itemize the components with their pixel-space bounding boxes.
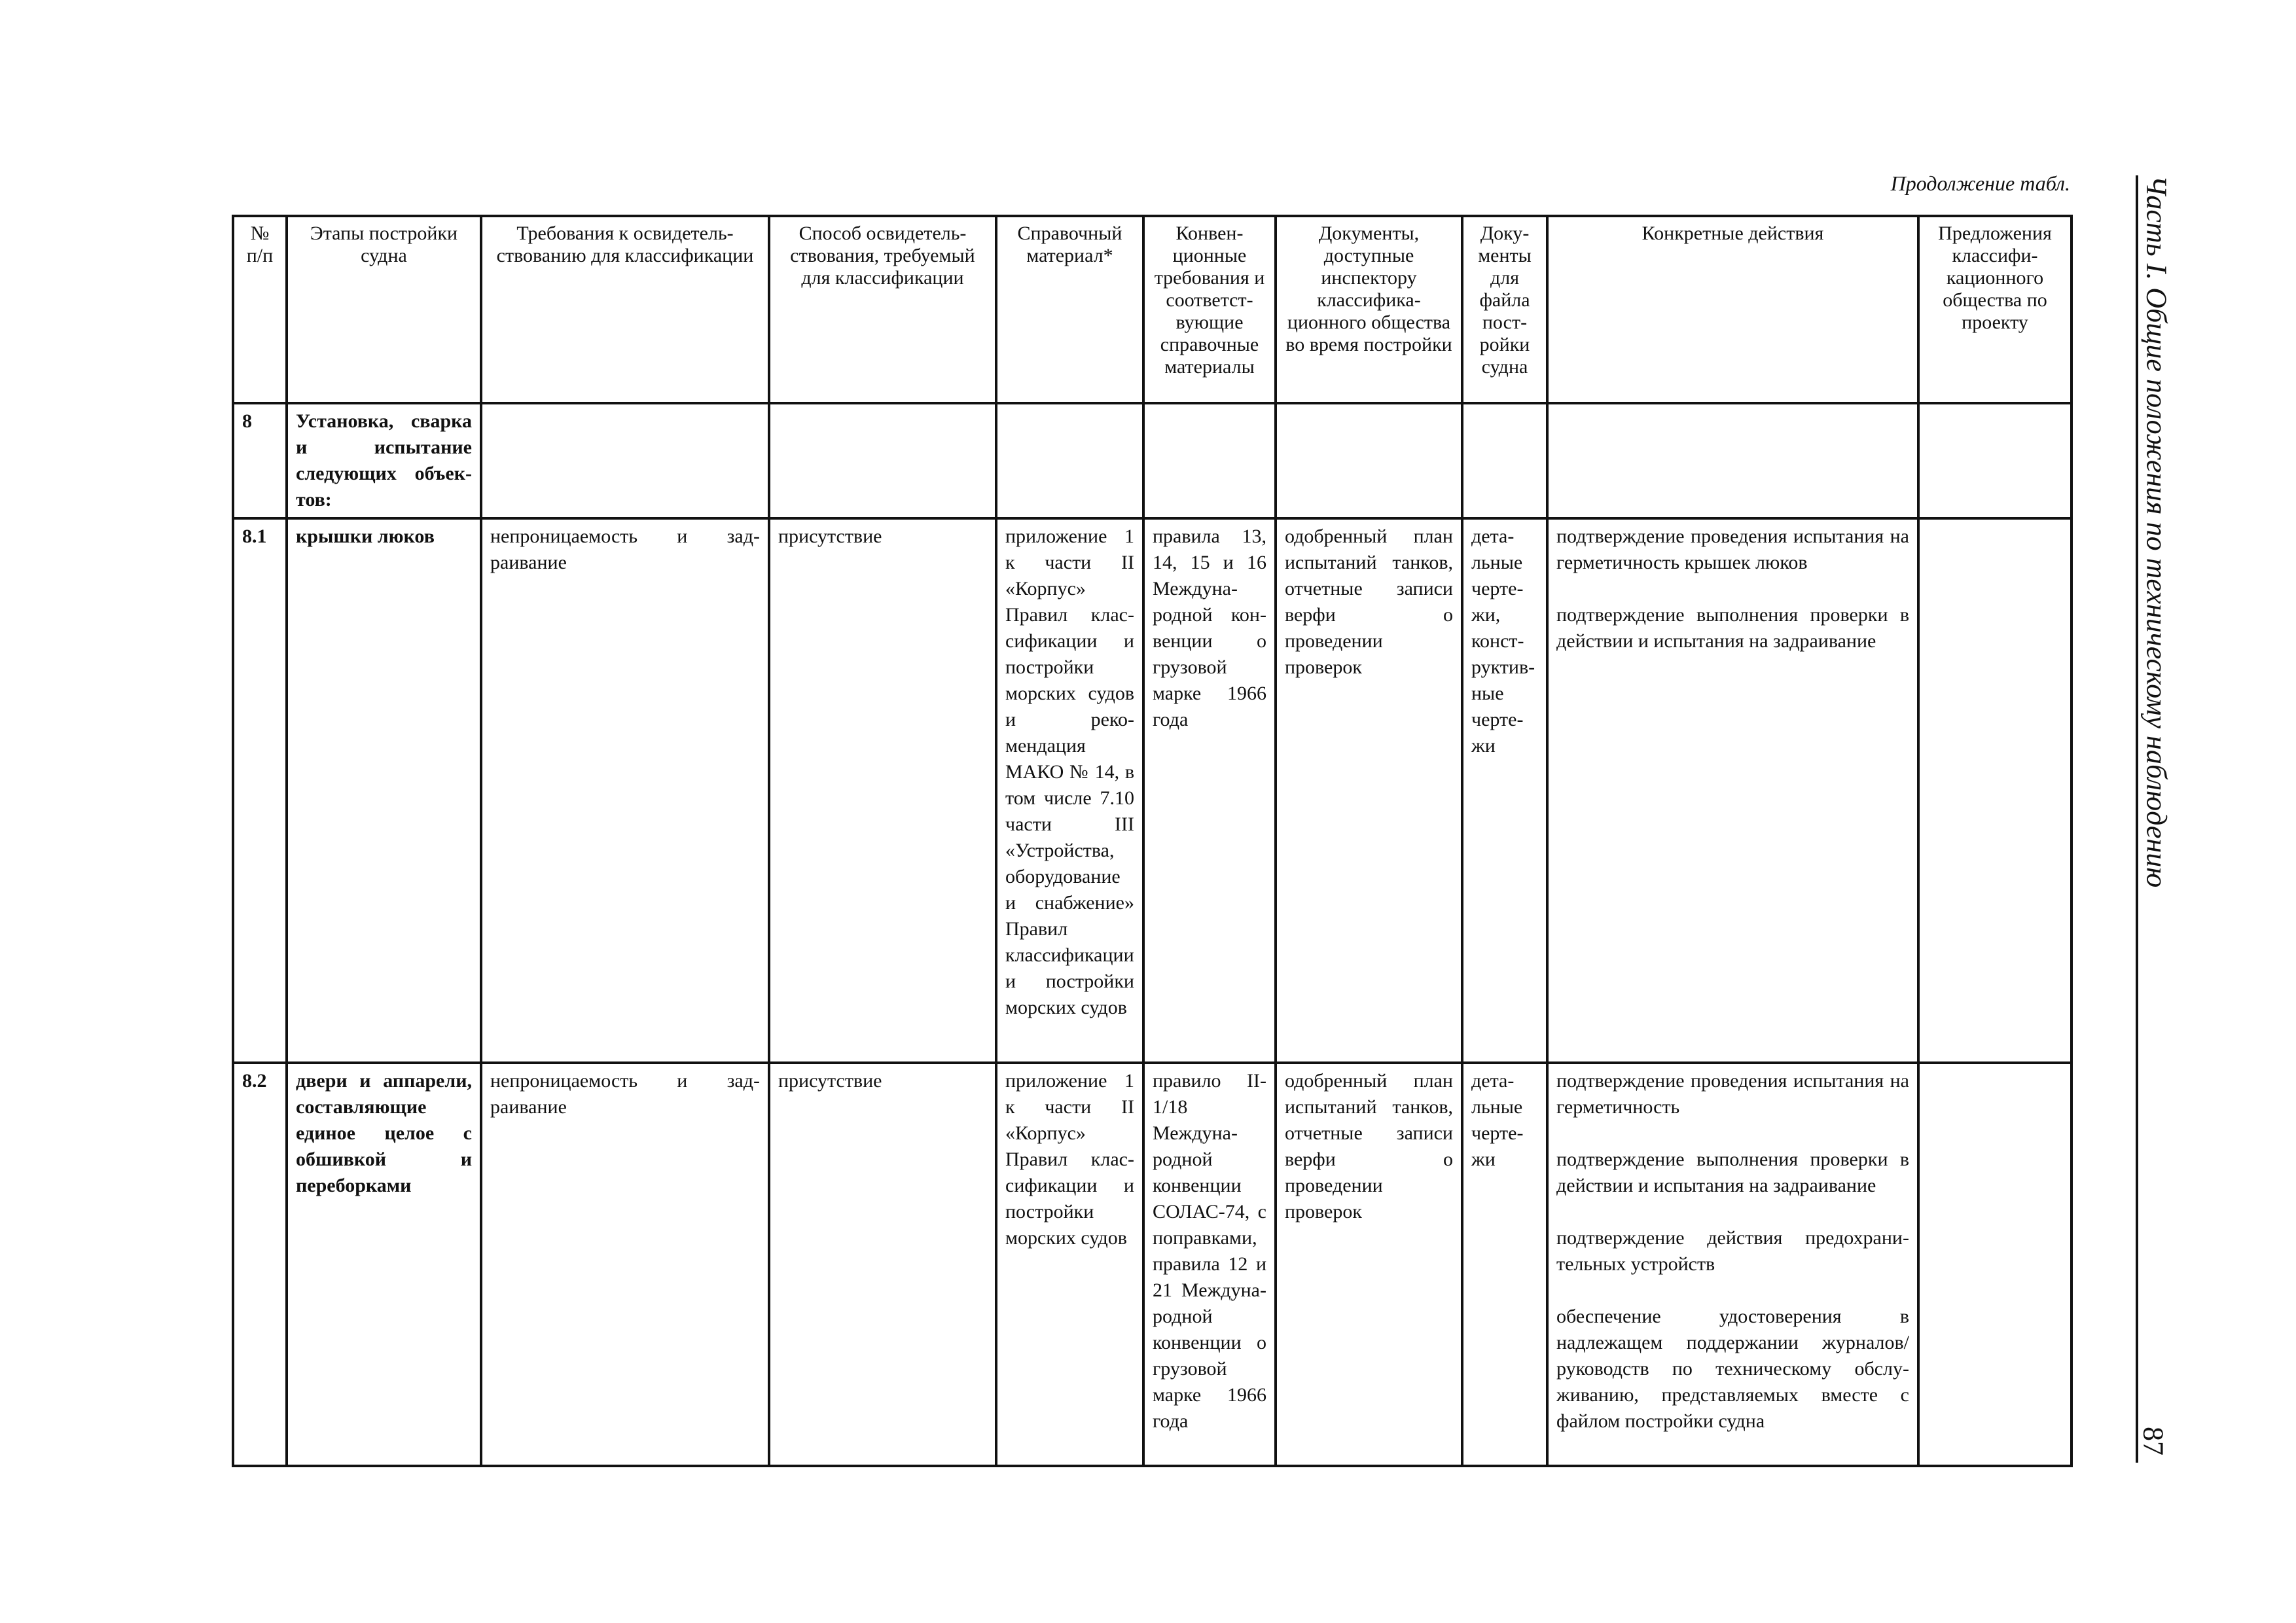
row-number: 8 <box>233 403 287 518</box>
row-actions <box>1547 1063 1918 1466</box>
header-convention: Конвенционные требования и соответствующие справочные материалы <box>1143 216 1276 403</box>
header-requirements: Требования к освидетельствованию для классификации <box>481 216 769 403</box>
header-file-docs: Документы для файла постройки судна <box>1462 216 1547 403</box>
row-file-docs: детальные чертежи <box>1462 1063 1547 1466</box>
row-stage: крышки люков <box>287 518 481 1063</box>
header-stage: Этапы постройки судна <box>287 216 481 403</box>
row-stage: двери и аппарели, составляющие единое целое с обшивкой и переборками <box>287 1063 481 1466</box>
empty-cell <box>1462 403 1547 518</box>
table-row <box>233 1063 2072 1466</box>
header-row <box>233 216 2072 403</box>
row-requirements: непроницаемость и задраивание <box>481 518 769 1063</box>
action-item: подтверждение выполнения проверки в действии и испытания на задраивание <box>1556 604 1909 652</box>
row-documents: одобренный план испытаний танков, отчетные записи верфи о проведении проверок <box>1276 1063 1462 1466</box>
running-title <box>2140 175 2173 888</box>
empty-cell <box>1276 403 1462 518</box>
side-rule <box>2136 175 2138 1463</box>
action-item: подтверждение проведения испытания на герметичность крышек люков <box>1556 526 1909 573</box>
empty-cell <box>769 403 996 518</box>
header-reference: Справочный материал* <box>996 216 1143 403</box>
row-reference: приложение 1 к части II «Корпус» Правил классификации и постройки морских судов <box>996 1063 1143 1466</box>
row-file-docs: детальные чертежи, конструктивные чертежи <box>1462 518 1547 1063</box>
empty-cell <box>1918 518 2072 1063</box>
header-proposals: Предложения классификационного общества по проекту <box>1918 216 2072 403</box>
row-reference: приложение 1 к части II «Корпус» Правил классификации и постройки морских судов и рекомендация МАКО № 14, в том числе 7.10 части III «Устройства, оборудование и снабжение» Правил классификации и постройки морских судов <box>996 518 1143 1063</box>
action-item: подтверждение выполнения проверки в действии и испытания на задраивание <box>1556 1149 1909 1196</box>
action-item: подтверждение проведения испытания на герметичность <box>1556 1070 1909 1118</box>
page-number <box>2137 1427 2170 1466</box>
table-continuation-caption: Продолжение табл. <box>1890 171 2070 195</box>
action-item: обеспечение удостоверения в надлежащем поддержании журналов/ руководств по техническому обслуживанию, представляемых вместе с файлом постройки судна <box>1556 1306 1909 1432</box>
action-item: подтверждение действия предохранительных устройств <box>1556 1227 1909 1275</box>
surveillance-table <box>232 215 2073 1467</box>
row-convention: правило II-1/18 Международной конвенции СОЛАС-74, с поправками, правила 12 и 21 Международной конвенции о грузовой марке 1966 года <box>1143 1063 1276 1466</box>
empty-cell <box>1918 403 2072 518</box>
row-convention: правила 13, 14, 15 и 16 Международной конвенции о грузовой марке 1966 года <box>1143 518 1276 1063</box>
table-row <box>233 403 2072 518</box>
row-stage: Установка, сварка и испытание следующих объектов: <box>287 403 481 518</box>
row-requirements: непроницаемость и задраивание <box>481 1063 769 1466</box>
page-number-text: 87 <box>2137 1427 2170 1455</box>
row-method: присутствие <box>769 1063 996 1466</box>
header-actions: Конкретные действия <box>1547 216 1918 403</box>
row-method: присутствие <box>769 518 996 1063</box>
empty-cell <box>1547 403 1918 518</box>
row-number: 8.2 <box>233 1063 287 1466</box>
running-title-text: Часть I. Общие положения по техническому наблюдению <box>2140 175 2173 888</box>
row-number: 8.1 <box>233 518 287 1063</box>
empty-cell <box>1918 1063 2072 1466</box>
header-documents: Документы, доступные инспектору классификационного общества во время постройки <box>1276 216 1462 403</box>
header-method: Способ освидетельствования, требуемый для классификации <box>769 216 996 403</box>
row-actions <box>1547 518 1918 1063</box>
empty-cell <box>481 403 769 518</box>
empty-cell <box>996 403 1143 518</box>
header-number: № п/п <box>233 216 287 403</box>
table-row <box>233 518 2072 1063</box>
empty-cell <box>1143 403 1276 518</box>
row-documents: одобренный план испытаний танков, отчетные записи верфи о проведении проверок <box>1276 518 1462 1063</box>
